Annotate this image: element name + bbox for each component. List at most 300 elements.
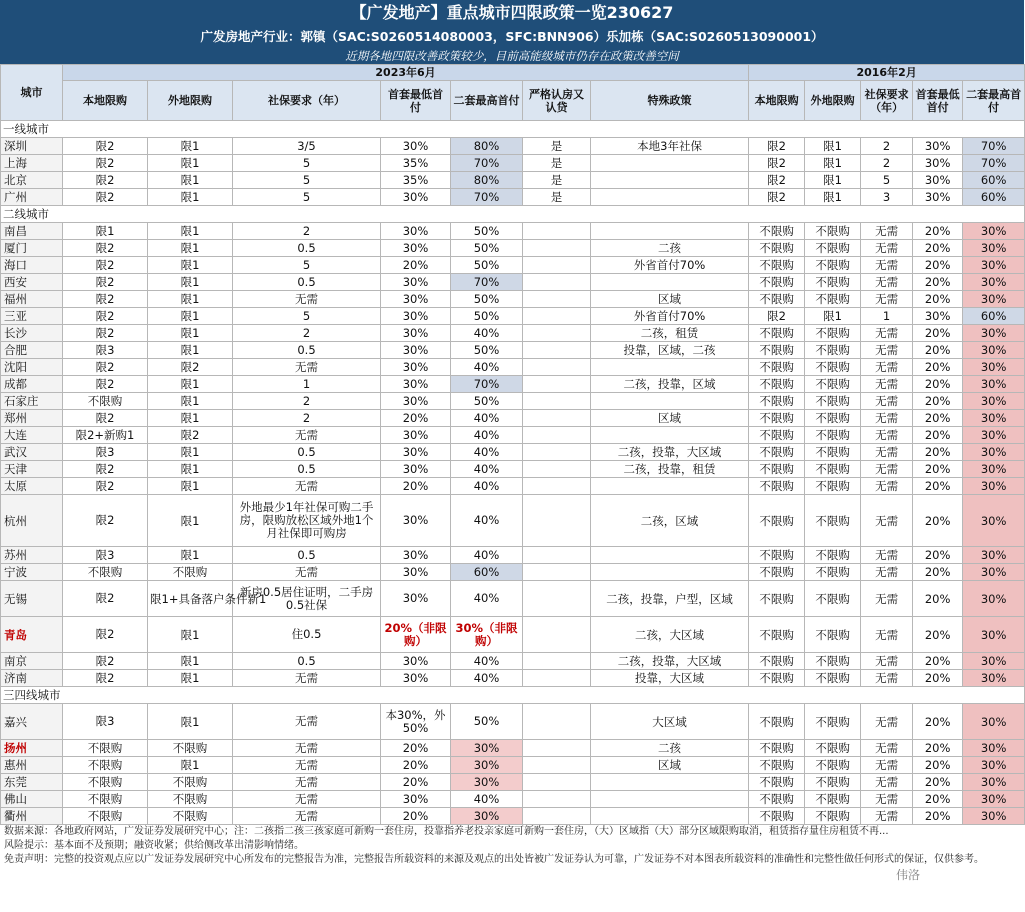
table-cell: 20% (913, 461, 963, 478)
table-cell: 70% (451, 274, 523, 291)
table-cell: 限3 (63, 547, 148, 564)
table-cell: 不限购 (749, 581, 805, 617)
table-cell (591, 427, 749, 444)
table-cell (523, 478, 591, 495)
table-cell: 新房0.5居住证明，二手房0.5社保 (233, 581, 381, 617)
subtitle-note: 近期各地四限改善政策较少，目前高能级城市仍存在政策改善空间 (0, 48, 1024, 64)
col-nonlocal: 外地限购 (148, 81, 233, 121)
table-cell: 外地最少1年社保可购二手房，限购放松区域外地1个月社保即可购房 (233, 495, 381, 547)
table-cell (591, 223, 749, 240)
table-cell: 限1 (148, 155, 233, 172)
table-cell: 30% (381, 564, 451, 581)
city-cell: 海口 (1, 257, 63, 274)
table-cell: 不限购 (805, 670, 861, 687)
table-row (1, 478, 1025, 495)
table-cell: 20% (913, 740, 963, 757)
table-cell: 限2 (749, 138, 805, 155)
table-cell: 不限购 (805, 774, 861, 791)
table-cell (523, 564, 591, 581)
table-cell: 不限购 (805, 757, 861, 774)
table-cell: 投靠，区域，二孩 (591, 342, 749, 359)
col-first-dp-2016: 首套最低首付 (913, 81, 963, 121)
table-cell: 不限购 (749, 461, 805, 478)
col-local-2016: 本地限购 (749, 81, 805, 121)
table-cell: 20% (913, 617, 963, 653)
table-cell: 无需 (861, 291, 913, 308)
table-cell: 80% (451, 138, 523, 155)
footer-risk: 风险提示：基本面不及预期；融资收紧；供给侧改革出清影响情绪。 (4, 840, 304, 851)
table-cell (591, 791, 749, 808)
table-cell: 20% (913, 427, 963, 444)
table-cell: 70% (451, 155, 523, 172)
city-cell: 嘉兴 (1, 704, 63, 740)
table-row (1, 740, 1025, 757)
table-cell: 不限购 (805, 291, 861, 308)
table-cell: 30% (963, 757, 1025, 774)
table-cell: 不限购 (805, 325, 861, 342)
table-cell: 40% (451, 547, 523, 564)
table-cell: 30% (963, 376, 1025, 393)
table-row (1, 240, 1025, 257)
table-cell: 不限购 (805, 342, 861, 359)
table-cell (523, 359, 591, 376)
table-cell: 70% (963, 138, 1025, 155)
table-cell: 3 (861, 189, 913, 206)
table-cell (591, 808, 749, 825)
table-cell: 限2 (63, 653, 148, 670)
city-cell: 青岛 (1, 617, 63, 653)
table-cell: 无需 (861, 564, 913, 581)
table-cell: 2 (861, 138, 913, 155)
table-cell: 不限购 (63, 808, 148, 825)
table-cell: 无需 (861, 410, 913, 427)
table-cell: 0.5 (233, 240, 381, 257)
table-cell (523, 291, 591, 308)
table-cell: 限1 (148, 704, 233, 740)
table-cell: 20% (381, 410, 451, 427)
table-cell: 限1 (148, 172, 233, 189)
table-cell: 限2 (749, 308, 805, 325)
table-cell: 无需 (861, 547, 913, 564)
table-cell: 50% (451, 342, 523, 359)
table-cell: 不限购 (749, 478, 805, 495)
table-cell: 无需 (861, 808, 913, 825)
table-row (1, 223, 1025, 240)
table-cell: 30% (381, 274, 451, 291)
table-cell: 不限购 (749, 223, 805, 240)
table-cell: 无需 (861, 257, 913, 274)
table-cell: 限3 (63, 444, 148, 461)
table-cell: 2 (233, 325, 381, 342)
table-cell: 不限购 (805, 791, 861, 808)
table-cell: 30% (963, 495, 1025, 547)
table-cell: 5 (861, 172, 913, 189)
table-row (1, 461, 1025, 478)
table-cell: 无需 (233, 808, 381, 825)
table-cell: 30% (451, 740, 523, 757)
col-social-2016: 社保要求（年） (861, 81, 913, 121)
watermark-logo: 伟洛 (896, 868, 921, 882)
table-cell: 无需 (861, 478, 913, 495)
table-cell (523, 274, 591, 291)
table-cell: 二孩，租赁 (591, 325, 749, 342)
table-cell: 30% (963, 291, 1025, 308)
table-cell: 30% (963, 653, 1025, 670)
table-cell: 40% (451, 359, 523, 376)
table-cell: 30% (963, 342, 1025, 359)
table-row (1, 564, 1025, 581)
city-cell: 沈阳 (1, 359, 63, 376)
table-cell: 不限购 (805, 393, 861, 410)
table-cell: 无需 (233, 359, 381, 376)
city-cell: 苏州 (1, 547, 63, 564)
table-cell: 投靠，大区域 (591, 670, 749, 687)
table-cell: 30% (381, 223, 451, 240)
table-cell (523, 704, 591, 740)
table-cell: 限1 (148, 478, 233, 495)
table-cell: 30% (963, 240, 1025, 257)
col-first-dp: 首套最低首付 (381, 81, 451, 121)
table-row (1, 757, 1025, 774)
table-row (1, 189, 1025, 206)
table-cell (523, 495, 591, 547)
table-cell: 20% (913, 808, 963, 825)
table-cell: 区域 (591, 410, 749, 427)
table-cell: 无需 (861, 617, 913, 653)
table-cell: 不限购 (63, 564, 148, 581)
table-cell: 不限购 (749, 376, 805, 393)
table-cell: 限1 (148, 376, 233, 393)
table-cell: 不限购 (749, 291, 805, 308)
table-cell: 不限购 (805, 653, 861, 670)
table-cell: 无需 (233, 704, 381, 740)
table-cell: 30% (381, 547, 451, 564)
footer-disclaimer: 免责声明：完整的投资观点应以广发证券发展研究中心所发布的完整报告为准，完整报告所载资料的来源及观点的出处皆被广发证券认为可靠，广发证券不对本图表所载资料的准确性和完整性做任何形式的保证，仅供参考。 (4, 854, 984, 865)
policy-table (0, 64, 1025, 825)
table-cell: 限2 (749, 172, 805, 189)
table-cell: 限1 (148, 308, 233, 325)
table-cell: 无需 (233, 774, 381, 791)
table-cell: 20% (913, 653, 963, 670)
table-cell: 不限购 (805, 223, 861, 240)
table-cell: 限1 (148, 410, 233, 427)
table-cell: 限1 (148, 240, 233, 257)
table-cell (591, 774, 749, 791)
col-social: 社保要求（年） (233, 81, 381, 121)
city-cell: 三亚 (1, 308, 63, 325)
table-cell: 无需 (861, 359, 913, 376)
table-cell: 无需 (861, 325, 913, 342)
table-cell: 35% (381, 172, 451, 189)
table-cell: 限2 (749, 189, 805, 206)
table-cell (523, 774, 591, 791)
table-cell (591, 189, 749, 206)
city-cell: 杭州 (1, 495, 63, 547)
table-cell: 不限购 (749, 808, 805, 825)
table-cell: 限2 (63, 291, 148, 308)
table-cell: 不限购 (805, 478, 861, 495)
table-cell: 限2 (63, 240, 148, 257)
table-cell: 是 (523, 172, 591, 189)
table-cell: 30% (381, 670, 451, 687)
table-cell (523, 617, 591, 653)
table-cell: 不限购 (805, 740, 861, 757)
table-cell: 30% (913, 189, 963, 206)
table-cell: 30% (913, 172, 963, 189)
table-cell: 不限购 (148, 791, 233, 808)
city-cell: 郑州 (1, 410, 63, 427)
table-row (1, 670, 1025, 687)
table-cell: 20% (913, 257, 963, 274)
table-cell: 30% (963, 808, 1025, 825)
table-cell: 40% (451, 791, 523, 808)
table-cell: 不限购 (749, 791, 805, 808)
table-cell (523, 342, 591, 359)
table-cell: 30% (963, 223, 1025, 240)
table-cell: 20% (381, 740, 451, 757)
table-row (1, 774, 1025, 791)
table-cell: 无需 (861, 791, 913, 808)
table-cell: 不限购 (805, 359, 861, 376)
table-cell: 20% (913, 478, 963, 495)
table-cell: 30% (381, 461, 451, 478)
table-cell: 30% (963, 478, 1025, 495)
page-title: 【广发地产】重点城市四限政策一览230627 (0, 0, 1024, 26)
table-cell: 不限购 (805, 495, 861, 547)
city-cell: 宁波 (1, 564, 63, 581)
table-cell: 不限购 (63, 393, 148, 410)
table-cell: 60% (963, 189, 1025, 206)
table-cell: 不限购 (805, 547, 861, 564)
city-cell: 成都 (1, 376, 63, 393)
city-cell: 济南 (1, 670, 63, 687)
table-cell: 2 (233, 223, 381, 240)
city-cell: 长沙 (1, 325, 63, 342)
table-cell: 0.5 (233, 653, 381, 670)
table-cell (523, 427, 591, 444)
table-cell: 限2 (63, 155, 148, 172)
table-cell: 不限购 (749, 740, 805, 757)
table-cell: 不限购 (63, 740, 148, 757)
table-row (1, 791, 1025, 808)
city-cell: 武汉 (1, 444, 63, 461)
table-cell: 限2 (63, 617, 148, 653)
table-cell: 不限购 (805, 274, 861, 291)
table-cell: 20% (913, 564, 963, 581)
table-cell: 不限购 (805, 617, 861, 653)
table-cell: 20% (913, 342, 963, 359)
table-cell: 40% (451, 495, 523, 547)
table-cell: 不限购 (63, 791, 148, 808)
table-cell: 30% (963, 547, 1025, 564)
table-cell: 限1 (148, 325, 233, 342)
footer-source: 数据来源：各地政府网站，广发证券发展研究中心；注：二孩指二孩三孩家庭可新购一套住房，投靠指养老投亲家庭可新购一套住房，（大）区域指（大）部分区域限购取消，租赁指存量住房租赁不再... (4, 826, 889, 837)
table-cell: 1 (233, 376, 381, 393)
table-cell: 20% (913, 670, 963, 687)
table-cell: 外省首付70% (591, 257, 749, 274)
table-cell (523, 740, 591, 757)
table-cell: 大区域 (591, 704, 749, 740)
table-cell: 40% (451, 581, 523, 617)
table-cell: 35% (381, 155, 451, 172)
table-cell: 无需 (233, 670, 381, 687)
table-cell: 不限购 (148, 564, 233, 581)
table-row (1, 617, 1025, 653)
table-cell: 60% (963, 308, 1025, 325)
table-cell: 2 (233, 393, 381, 410)
table-cell: 限1 (148, 257, 233, 274)
table-cell: 不限购 (749, 359, 805, 376)
table-cell: 不限购 (749, 410, 805, 427)
table-cell: 50% (451, 308, 523, 325)
table-cell: 无需 (861, 704, 913, 740)
table-cell: 40% (451, 410, 523, 427)
table-cell: 20% (913, 581, 963, 617)
table-cell: 限2 (63, 495, 148, 547)
table-cell: 无需 (861, 427, 913, 444)
group-2023: 2023年6月 (63, 65, 749, 81)
table-cell: 限2 (63, 274, 148, 291)
table-cell: 区域 (591, 291, 749, 308)
table-cell: 不限购 (148, 774, 233, 791)
table-cell: 30% (381, 495, 451, 547)
table-row (1, 274, 1025, 291)
table-cell: 30% (381, 581, 451, 617)
table-cell: 30% (913, 308, 963, 325)
table-cell (591, 547, 749, 564)
table-cell: 不限购 (749, 547, 805, 564)
table-cell: 30% (381, 653, 451, 670)
table-cell: 30% (381, 291, 451, 308)
table-cell: 30% (963, 670, 1025, 687)
table-cell: 限1 (805, 308, 861, 325)
table-cell: 无需 (861, 740, 913, 757)
table-cell: 限2+新购1 (63, 427, 148, 444)
table-cell: 限2 (148, 427, 233, 444)
table-cell: 30% (451, 774, 523, 791)
table-cell (523, 257, 591, 274)
table-cell: 30% (451, 757, 523, 774)
table-cell: 限1 (148, 495, 233, 547)
table-cell: 限3 (63, 704, 148, 740)
table-cell: 不限购 (805, 461, 861, 478)
table-cell: 20% (913, 704, 963, 740)
table-cell: 无需 (861, 653, 913, 670)
table-cell: 80% (451, 172, 523, 189)
analyst-line: 广发房地产行业：郭镇（SAC:S0260514080003，SFC:BNN906）乐加栋（SAC:S0260513090001） (0, 26, 1024, 48)
col-second-dp: 二套最高首付 (451, 81, 523, 121)
table-cell: 限2 (63, 461, 148, 478)
city-cell: 太原 (1, 478, 63, 495)
table-cell: 30% (963, 617, 1025, 653)
table-cell: 无需 (861, 240, 913, 257)
table-cell: 30% (913, 138, 963, 155)
table-cell: 40% (451, 670, 523, 687)
col-city: 城市 (1, 65, 63, 121)
table-cell: 2 (233, 410, 381, 427)
table-row (1, 291, 1025, 308)
table-cell: 无需 (233, 291, 381, 308)
col-second-dp-2016: 二套最高首付 (963, 81, 1025, 121)
table-cell: 无需 (861, 670, 913, 687)
city-cell: 福州 (1, 291, 63, 308)
table-cell: 限1 (148, 138, 233, 155)
table-cell: 30% (381, 308, 451, 325)
table-cell: 无需 (861, 342, 913, 359)
table-cell: 无需 (861, 393, 913, 410)
city-cell: 佛山 (1, 791, 63, 808)
table-cell: 5 (233, 172, 381, 189)
table-cell: 50% (451, 257, 523, 274)
table-cell: 限2 (63, 376, 148, 393)
table-cell: 30% (963, 325, 1025, 342)
table-cell: 30% (381, 240, 451, 257)
table-row (1, 325, 1025, 342)
table-cell: 不限购 (805, 257, 861, 274)
table-row (1, 653, 1025, 670)
city-cell: 惠州 (1, 757, 63, 774)
table-cell: 20% (913, 376, 963, 393)
table-row (1, 427, 1025, 444)
city-cell: 天津 (1, 461, 63, 478)
city-cell: 无锡 (1, 581, 63, 617)
table-cell: 30% (381, 325, 451, 342)
table-cell: 限1 (63, 223, 148, 240)
table-cell (591, 564, 749, 581)
table-cell: 5 (233, 189, 381, 206)
table-cell: 40% (451, 461, 523, 478)
table-cell: 70% (963, 155, 1025, 172)
table-cell: 不限购 (749, 240, 805, 257)
table-cell: 无需 (233, 740, 381, 757)
table-cell: 5 (233, 155, 381, 172)
table-cell: 20% (381, 808, 451, 825)
col-strict: 严格认房又认贷 (523, 81, 591, 121)
table-cell: 20% (913, 495, 963, 547)
table-cell: 20% (381, 774, 451, 791)
table-cell: 30% (963, 274, 1025, 291)
table-cell: 20% (913, 325, 963, 342)
table-cell: 70% (451, 189, 523, 206)
table-cell: 40% (451, 478, 523, 495)
table-cell: 不限购 (749, 495, 805, 547)
table-cell: 限1 (148, 547, 233, 564)
table-cell: 20% (913, 757, 963, 774)
table-cell: 不限购 (749, 274, 805, 291)
table-row (1, 581, 1025, 617)
table-cell: 40% (451, 444, 523, 461)
table-cell: 限1 (805, 189, 861, 206)
table-cell (523, 308, 591, 325)
table-cell: 50% (451, 393, 523, 410)
table-cell: 不限购 (749, 774, 805, 791)
table-row (1, 808, 1025, 825)
table-cell: 限1 (148, 653, 233, 670)
table-cell: 2 (861, 155, 913, 172)
table-cell: 50% (451, 240, 523, 257)
table-row (1, 704, 1025, 740)
table-cell: 二孩，投靠，租赁 (591, 461, 749, 478)
table-cell: 30% (963, 427, 1025, 444)
col-nonlocal-2016: 外地限购 (805, 81, 861, 121)
table-cell: 不限购 (749, 342, 805, 359)
city-cell: 扬州 (1, 740, 63, 757)
table-cell: 限1 (148, 461, 233, 478)
table-cell: 0.5 (233, 274, 381, 291)
table-cell: 不限购 (805, 581, 861, 617)
table-cell: 限2 (63, 308, 148, 325)
table-cell: 30%（非限购） (451, 617, 523, 653)
